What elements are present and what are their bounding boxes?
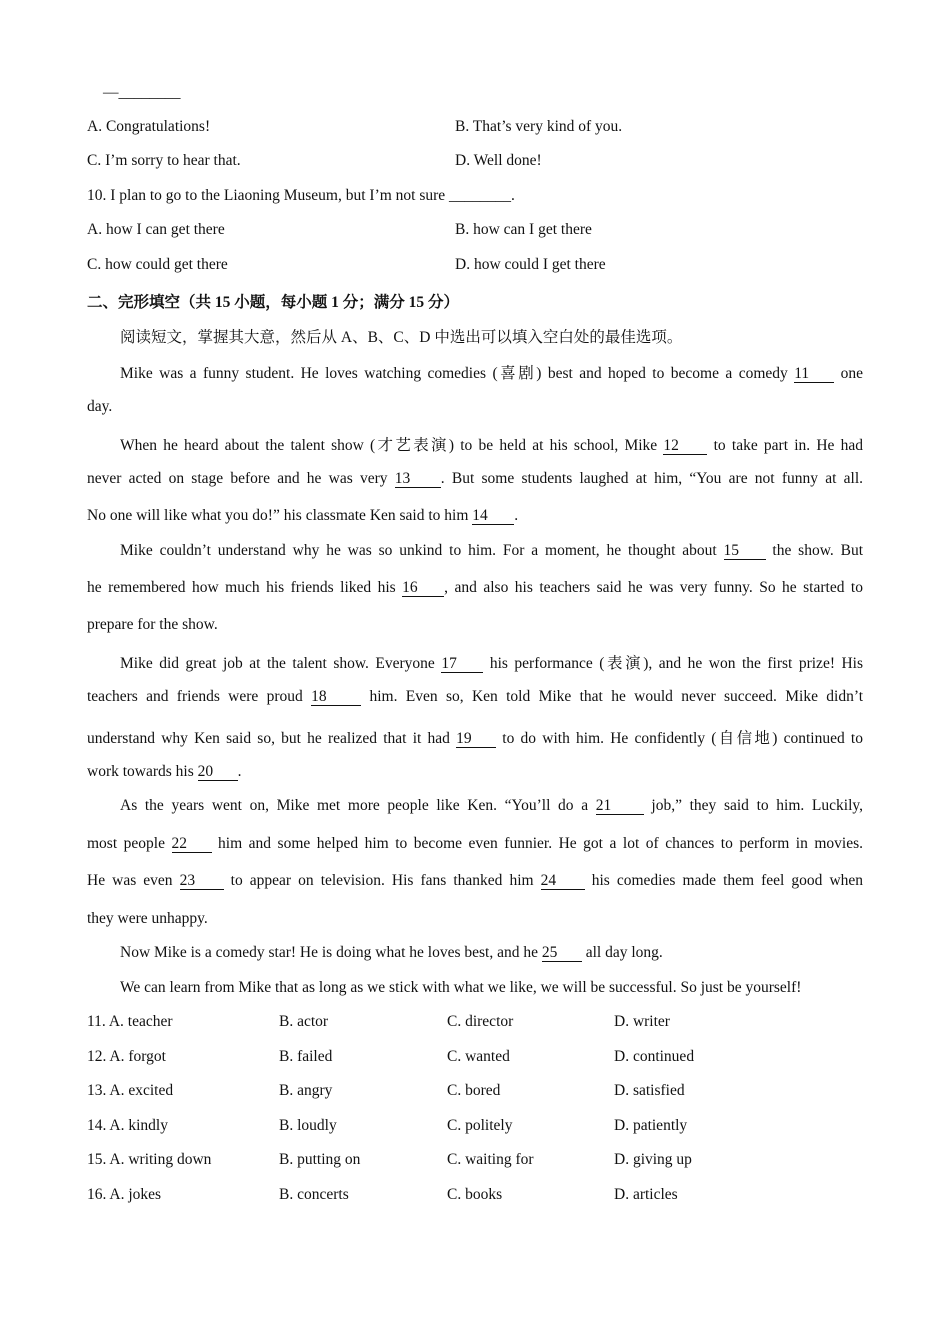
option-11-a: 11. A. teacher (87, 1013, 173, 1030)
option-16-a: 16. A. jokes (87, 1186, 162, 1203)
option-11-c: C. director (447, 1013, 514, 1030)
passage-line: prepare for the show. (87, 616, 218, 633)
section-instruction: 阅读短文，掌握其大意，然后从 A、B、C、D 中选出可以填入空白处的最佳选项。 (120, 329, 683, 346)
blank-11: 11 (794, 366, 834, 383)
option-11-b: B. actor (279, 1013, 329, 1030)
blank-20: 20 (198, 764, 238, 781)
q9-answer-blank: ________ (118, 84, 181, 101)
blank-19: 19 (456, 731, 496, 748)
option-15-a: 15. A. writing down (87, 1151, 212, 1168)
option-13-d: D. satisfied (614, 1082, 685, 1099)
option-13-c: C. bored (447, 1082, 501, 1099)
option-12-b: B. failed (279, 1048, 333, 1065)
passage-line: He was even 23 to appear on television. His fans thanked him 24 his comedies made them feel good when (87, 872, 864, 889)
q9-option-b: B. That’s very kind of you. (455, 118, 623, 135)
option-14-d: D. patiently (614, 1117, 688, 1134)
passage-line: Mike couldn’t understand why he was so unkind to him. For a moment, he thought about 15 the show. But (120, 542, 864, 559)
blank-22: 22 (172, 836, 212, 853)
blank-12: 12 (663, 438, 707, 455)
q10-stem: 10. I plan to go to the Liaoning Museum, but I’m not sure ________. (87, 187, 515, 204)
option-12-c: C. wanted (447, 1048, 510, 1065)
q9-dash: — (103, 84, 119, 101)
blank-24: 24 (541, 873, 585, 890)
q10-option-b: B. how can I get there (455, 221, 592, 238)
passage-line: Now Mike is a comedy star! He is doing what he loves best, and he 25 all day long. (120, 944, 663, 961)
option-15-d: D. giving up (614, 1151, 692, 1168)
q9-option-c: C. I’m sorry to hear that. (87, 152, 241, 169)
passage-line: work towards his 20 . (87, 763, 242, 780)
q10-option-c: C. how could get there (87, 256, 228, 273)
passage-line: We can learn from Mike that as long as we stick with what we like, we will be successful. So just be yourself! (120, 979, 802, 996)
q9-option-a: A. Congratulations! (87, 118, 211, 135)
option-14-a: 14. A. kindly (87, 1117, 168, 1134)
blank-16: 16 (402, 580, 444, 597)
option-16-c: C. books (447, 1186, 503, 1203)
option-12-d: D. continued (614, 1048, 695, 1065)
option-16-d: D. articles (614, 1186, 678, 1203)
passage-line: day. (87, 398, 113, 415)
blank-17: 17 (441, 656, 483, 673)
option-13-b: B. angry (279, 1082, 333, 1099)
blank-15: 15 (724, 543, 766, 560)
passage-line: When he heard about the talent show (才艺表演) to be held at his school, Mike 12 to take part in. He had (120, 437, 864, 454)
passage-line: understand why Ken said so, but he realized that it had 19 to do with him. He confidently (自信地) continued to (87, 730, 863, 747)
passage-line: they were unhappy. (87, 910, 208, 927)
option-16-b: B. concerts (279, 1186, 349, 1203)
option-11-d: D. writer (614, 1013, 670, 1030)
passage-line: teachers and friends were proud 18 him. Even so, Ken told Mike that he would never succeed. Mike didn’t (87, 688, 864, 705)
blank-18: 18 (311, 689, 361, 706)
option-15-c: C. waiting for (447, 1151, 534, 1168)
q10-option-d: D. how could I get there (455, 256, 606, 273)
blank-14: 14 (472, 508, 514, 525)
passage-line: Mike was a funny student. He loves watching comedies (喜剧) best and hoped to become a comedy 11 one (120, 365, 863, 382)
passage-line: As the years went on, Mike met more people like Ken. “You’ll do a 21 job,” they said to him. Luckily, (120, 797, 864, 814)
q9-option-d: D. Well done! (455, 152, 542, 169)
option-14-c: C. politely (447, 1117, 513, 1134)
section-heading: 二、完形填空（共 15 小题，每小题 1 分；满分 15 分） (87, 294, 460, 311)
option-13-a: 13. A. excited (87, 1082, 174, 1099)
option-14-b: B. loudly (279, 1117, 337, 1134)
option-12-a: 12. A. forgot (87, 1048, 166, 1065)
q9-answer-line (103, 84, 181, 102)
blank-23: 23 (180, 873, 224, 890)
option-15-b: B. putting on (279, 1151, 361, 1168)
q10-option-a: A. how I can get there (87, 221, 225, 238)
blank-25: 25 (542, 945, 582, 962)
passage-line: Mike did great job at the talent show. Everyone 17 his performance (表演), and he won the first prize! His (120, 655, 864, 672)
passage-line: most people 22 him and some helped him to become even funnier. He got a lot of chances to perform in movies. (87, 835, 863, 852)
passage-line: he remembered how much his friends liked his 16 , and also his teachers said he was very funny. So he started to (87, 579, 863, 596)
passage-line: never acted on stage before and he was very 13 . But some students laughed at him, “You are not funny at all. (87, 470, 864, 487)
blank-21: 21 (596, 798, 644, 815)
blank-13: 13 (395, 471, 441, 488)
passage-line: No one will like what you do!” his classmate Ken said to him 14 . (87, 507, 519, 524)
